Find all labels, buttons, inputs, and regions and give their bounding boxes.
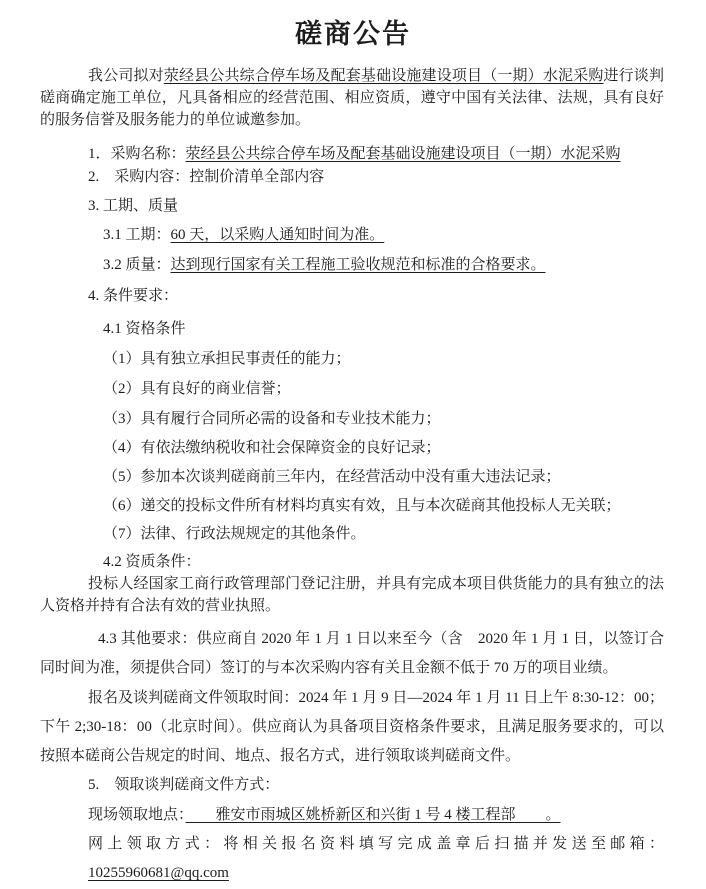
page-title: 磋商公告 <box>295 19 411 49</box>
item-2-value: 控制价清单全部内容 <box>189 169 325 185</box>
qualification-item: （5）参加本次谈判磋商前三年内，在经营活动中没有重大违法记录； <box>103 469 561 485</box>
signup-time-paragraph: 报名及谈判磋商文件领取时间：2024 年 1 月 9 日—2024 年 1 月 11 日上午 8:30-12：00；下午 2;30-18：00（北京时间）。供应商认为具备项目资格条件要求，且满足服务要求的，可以按照本磋商公告规定的时间、地点、报名方式，进行领取谈判磋商文件。 <box>40 689 664 765</box>
onsite-pickup-address: 雅安市雨城区姚桥新区和兴街 1 号 4 楼工程部 。 <box>185 806 561 823</box>
item-3-1-value: 60 天，以采购人通知时间为准。 <box>170 227 385 243</box>
qualification-item: （3）具有履行合同所必需的设备和专业技术能力； <box>103 411 441 427</box>
qualification-item: （4）有依法缴纳税收和社会保障资金的良好记录； <box>103 440 441 456</box>
qualification-item: （7）法律、行政法规规定的其他条件。 <box>103 526 366 542</box>
item-1-procurement-name <box>40 143 664 166</box>
intro-paragraph <box>40 65 664 131</box>
qualification-item: （1）具有独立承担民事责任的能力； <box>103 351 351 367</box>
item-3-2-label: 3.2 质量： <box>103 257 171 273</box>
lower-section <box>0 625 706 889</box>
item-3-1-duration <box>40 224 664 247</box>
item-1-label: 1．采购名称： <box>88 146 186 162</box>
item-4-1-heading: 4.1 资格条件 <box>103 321 186 337</box>
online-pickup-email: 10255960681@qq.com <box>88 865 229 882</box>
item-3-heading: 3. 工期、质量 <box>88 198 179 214</box>
online-pickup-label: 网上领取方式：将相关报名资料填写完成盖章后扫描并发送至邮箱： <box>88 836 664 853</box>
item-2-label: 2. 采购内容： <box>88 169 190 185</box>
item-4-2-text: 投标人经国家工商行政管理部门登记注册，并具有完成本项目供货能力的具有独立的法人资格并持有合法有效的营业执照。 <box>40 576 664 614</box>
item-1-value: 荥经县公共综合停车场及配套基础设施建设项目（一期）水泥采购 <box>185 146 621 162</box>
qualification-item: （2）具有良好的商业信誉； <box>103 381 291 397</box>
qualification-item: （6）递交的投标文件所有材料均真实有效，且与本次磋商其他投标人无关联； <box>103 498 621 514</box>
item-3-2-quality <box>40 254 664 277</box>
item-3-2-value: 达到现行国家有关工程施工验收规范和标准的合格要求。 <box>170 257 546 273</box>
item-2-procurement-content <box>40 166 664 189</box>
item-5-heading: 5. 领取谈判磋商文件方式： <box>88 777 280 794</box>
onsite-pickup-line <box>40 801 664 830</box>
project-name-underlined: 荥经县公共综合停车场及配套基础设施建设项目（一期）水泥采购 <box>163 68 604 84</box>
intro-prefix: 我公司拟对 <box>88 68 164 84</box>
item-4-3-other-requirements: 4.3 其他要求：供应商自 2020 年 1 月 1 日以来至今（含 2020 年 1 月 1 日，以签订合同时间为准，须提供合同）签订的与本次采购内容有关且金额不低于 70 万的项目业绩。 <box>40 631 664 677</box>
onsite-pickup-label: 现场领取地点： <box>88 806 186 823</box>
online-pickup-line <box>40 830 664 889</box>
intro-suffix: 进行谈判磋商确定施工单位，凡具备相应的经营范围、相应资质，遵守中国有关法律、法规，具有良好的服务信誉及服务能力的单位诚邀参加。 <box>40 68 664 128</box>
item-3-1-label: 3.1 工期： <box>103 227 171 243</box>
item-4-heading: 4. 条件要求： <box>88 288 179 304</box>
item-4-2-heading: 4.2 资质条件： <box>103 554 201 570</box>
